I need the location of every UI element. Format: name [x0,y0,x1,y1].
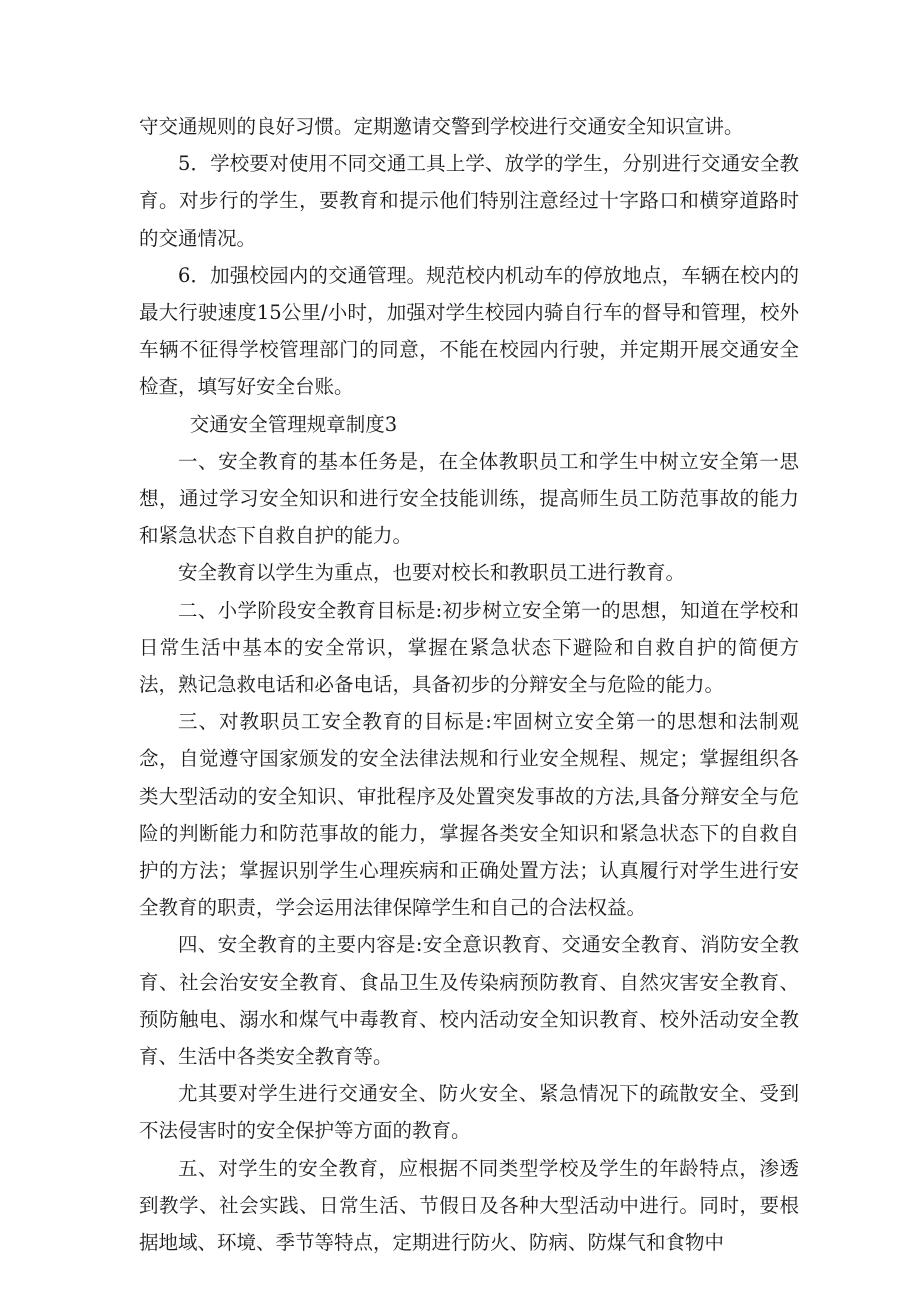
section-heading: 交通安全管理规章制度3 [189,412,398,436]
paragraph-item-6: 6．加强校园内的交通管理。规范校内机动车的停放地点，车辆在校内的最大行驶速度15公里/小时，加强对学生校园内骑自行车的督导和管理，校外车辆不征得学校管理部门的同意，不能在校园内行驶，并定期开展交通安全检查，填写好安全台账。 [139,263,799,399]
paragraph-student-focus: 安全教育以学生为重点，也要对校长和教职员工进行教育。 [178,561,686,585]
paragraph-section-4: 四、安全教育的主要内容是:安全意识教育、交通安全教育、消防安全教育、社会治安安全教育、食品卫生及传染病预防教育、自然灾害安全教育、预防触电、溺水和煤气中毒教育、校内活动安全知识教育、校外活动安全教育、生活中各类安全教育等。 [139,933,799,1069]
paragraph-item-5: 5．学校要对使用不同交通工具上学、放学的学生，分别进行交通安全教育。对步行的学生，要教育和提示他们特别注意经过十字路口和横穿道路时的交通情况。 [139,152,799,250]
paragraph-emphasis: 尤其要对学生进行交通安全、防火安全、紧急情况下的疏散安全、受到不法侵害时的安全保护等方面的教育。 [139,1082,799,1143]
paragraph-section-2: 二、小学阶段安全教育目标是:初步树立安全第一的思想，知道在学校和日常生活中基本的安全常识，掌握在紧急状态下避险和自救自护的简便方法，熟记急救电话和必备电话，具备初步的分辩安全与危险的能力。 [139,598,799,697]
paragraph-section-3: 三、对教职员工安全教育的目标是:牢固树立安全第一的思想和法制观念，自觉遵守国家颁发的安全法律法规和行业安全规程、规定；掌握组织各类大型活动的安全知识、审批程序及处置突发事故的方法,具备分辩安全与危险的判断能力和防范事故的能力，掌握各类安全知识和紧急状态下的自救自护的方法；掌握识别学生心理疾病和正确处置方法；认真履行对学生进行安全教育的职责，学会运用法律保障学生和自己的合法权益。 [139,710,799,920]
paragraph-section-5: 五、对学生的安全教育，应根据不同类型学校及学生的年龄特点，渗透到教学、社会实践、日常生活、节假日及各种大型活动中进行。同时，要根据地域、环境、季节等特点，定期进行防火、防病、防煤气和食物中 [139,1156,799,1255]
paragraph-section-1: 一、安全教育的基本任务是，在全体教职员工和学生中树立安全第一思想，通过学习安全知识和进行安全技能训练，提高师生员工防范事故的能力和紧急状态下自救自护的能力。 [139,449,799,548]
paragraph-continuation: 守交通规则的良好习惯。定期邀请交警到学校进行交通安全知识宣讲。 [139,115,744,138]
document-body [139,108,799,1261]
